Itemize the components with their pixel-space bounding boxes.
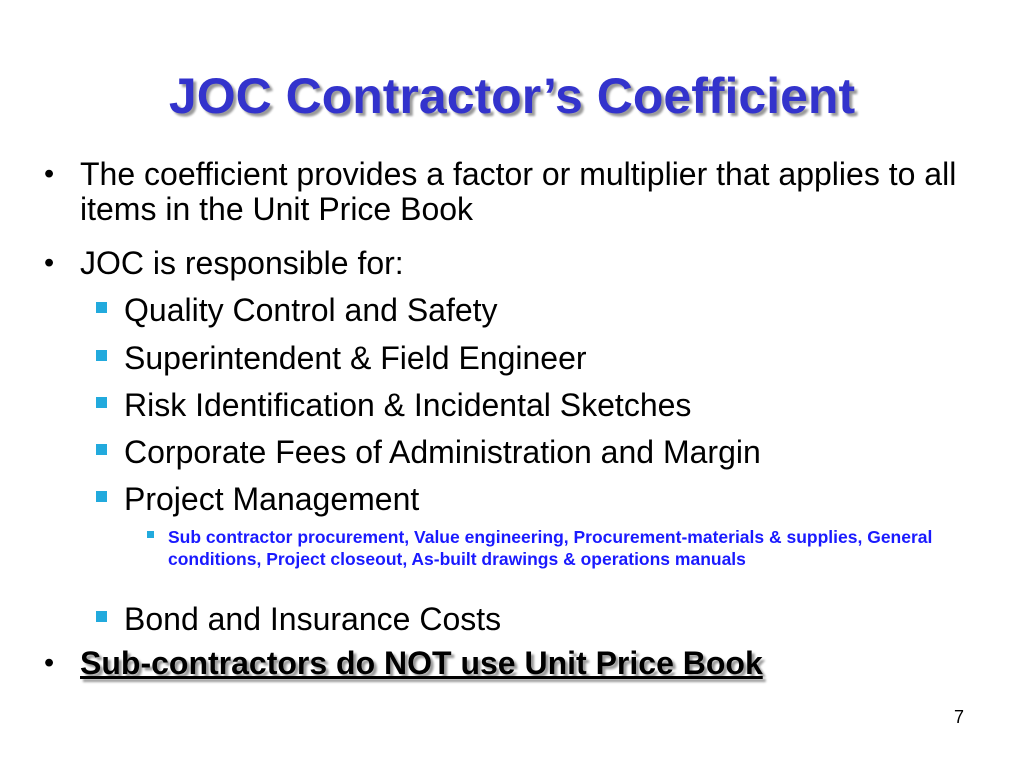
square-bullet-icon (96, 302, 107, 313)
square-bullet-small-icon (147, 531, 154, 538)
square-bullet-icon (96, 444, 107, 455)
bullet-dot-icon: • (44, 647, 55, 679)
bullet-dot-icon: • (44, 158, 55, 190)
sub-bullet-text: Risk Identification & Incidental Sketches (124, 387, 692, 423)
page-number: 7 (953, 707, 964, 727)
square-bullet-icon (96, 611, 107, 622)
square-bullet-icon (96, 350, 107, 361)
sub-bullet-text: Quality Control and Safety (124, 292, 498, 328)
square-bullet-icon (96, 491, 107, 502)
bullet-dot-icon: • (44, 247, 55, 279)
square-bullet-icon (96, 397, 107, 408)
sub-bullet-text: Corporate Fees of Administration and Margin (124, 434, 761, 470)
sub-bullet-text: Project Management (124, 481, 420, 517)
bullet-text: JOC is responsible for: (80, 245, 404, 281)
sub-bullet-text: Superintendent & Field Engineer (124, 340, 587, 376)
slide-title: JOC Contractor’s Coefficient (168, 68, 856, 124)
bullet-text: The coefficient provides a factor or multiplier that applies to all items in the Unit Price Book (80, 156, 957, 227)
detail-text: Sub contractor procurement, Value engineering, Procurement-materials & supplies, General conditions, Project closeout, As-built drawings & operations manuals (168, 527, 933, 569)
closing-emphasis-text: Sub-contractors do NOT use Unit Price Book (80, 645, 763, 681)
sub-bullet-text: Bond and Insurance Costs (124, 601, 502, 637)
